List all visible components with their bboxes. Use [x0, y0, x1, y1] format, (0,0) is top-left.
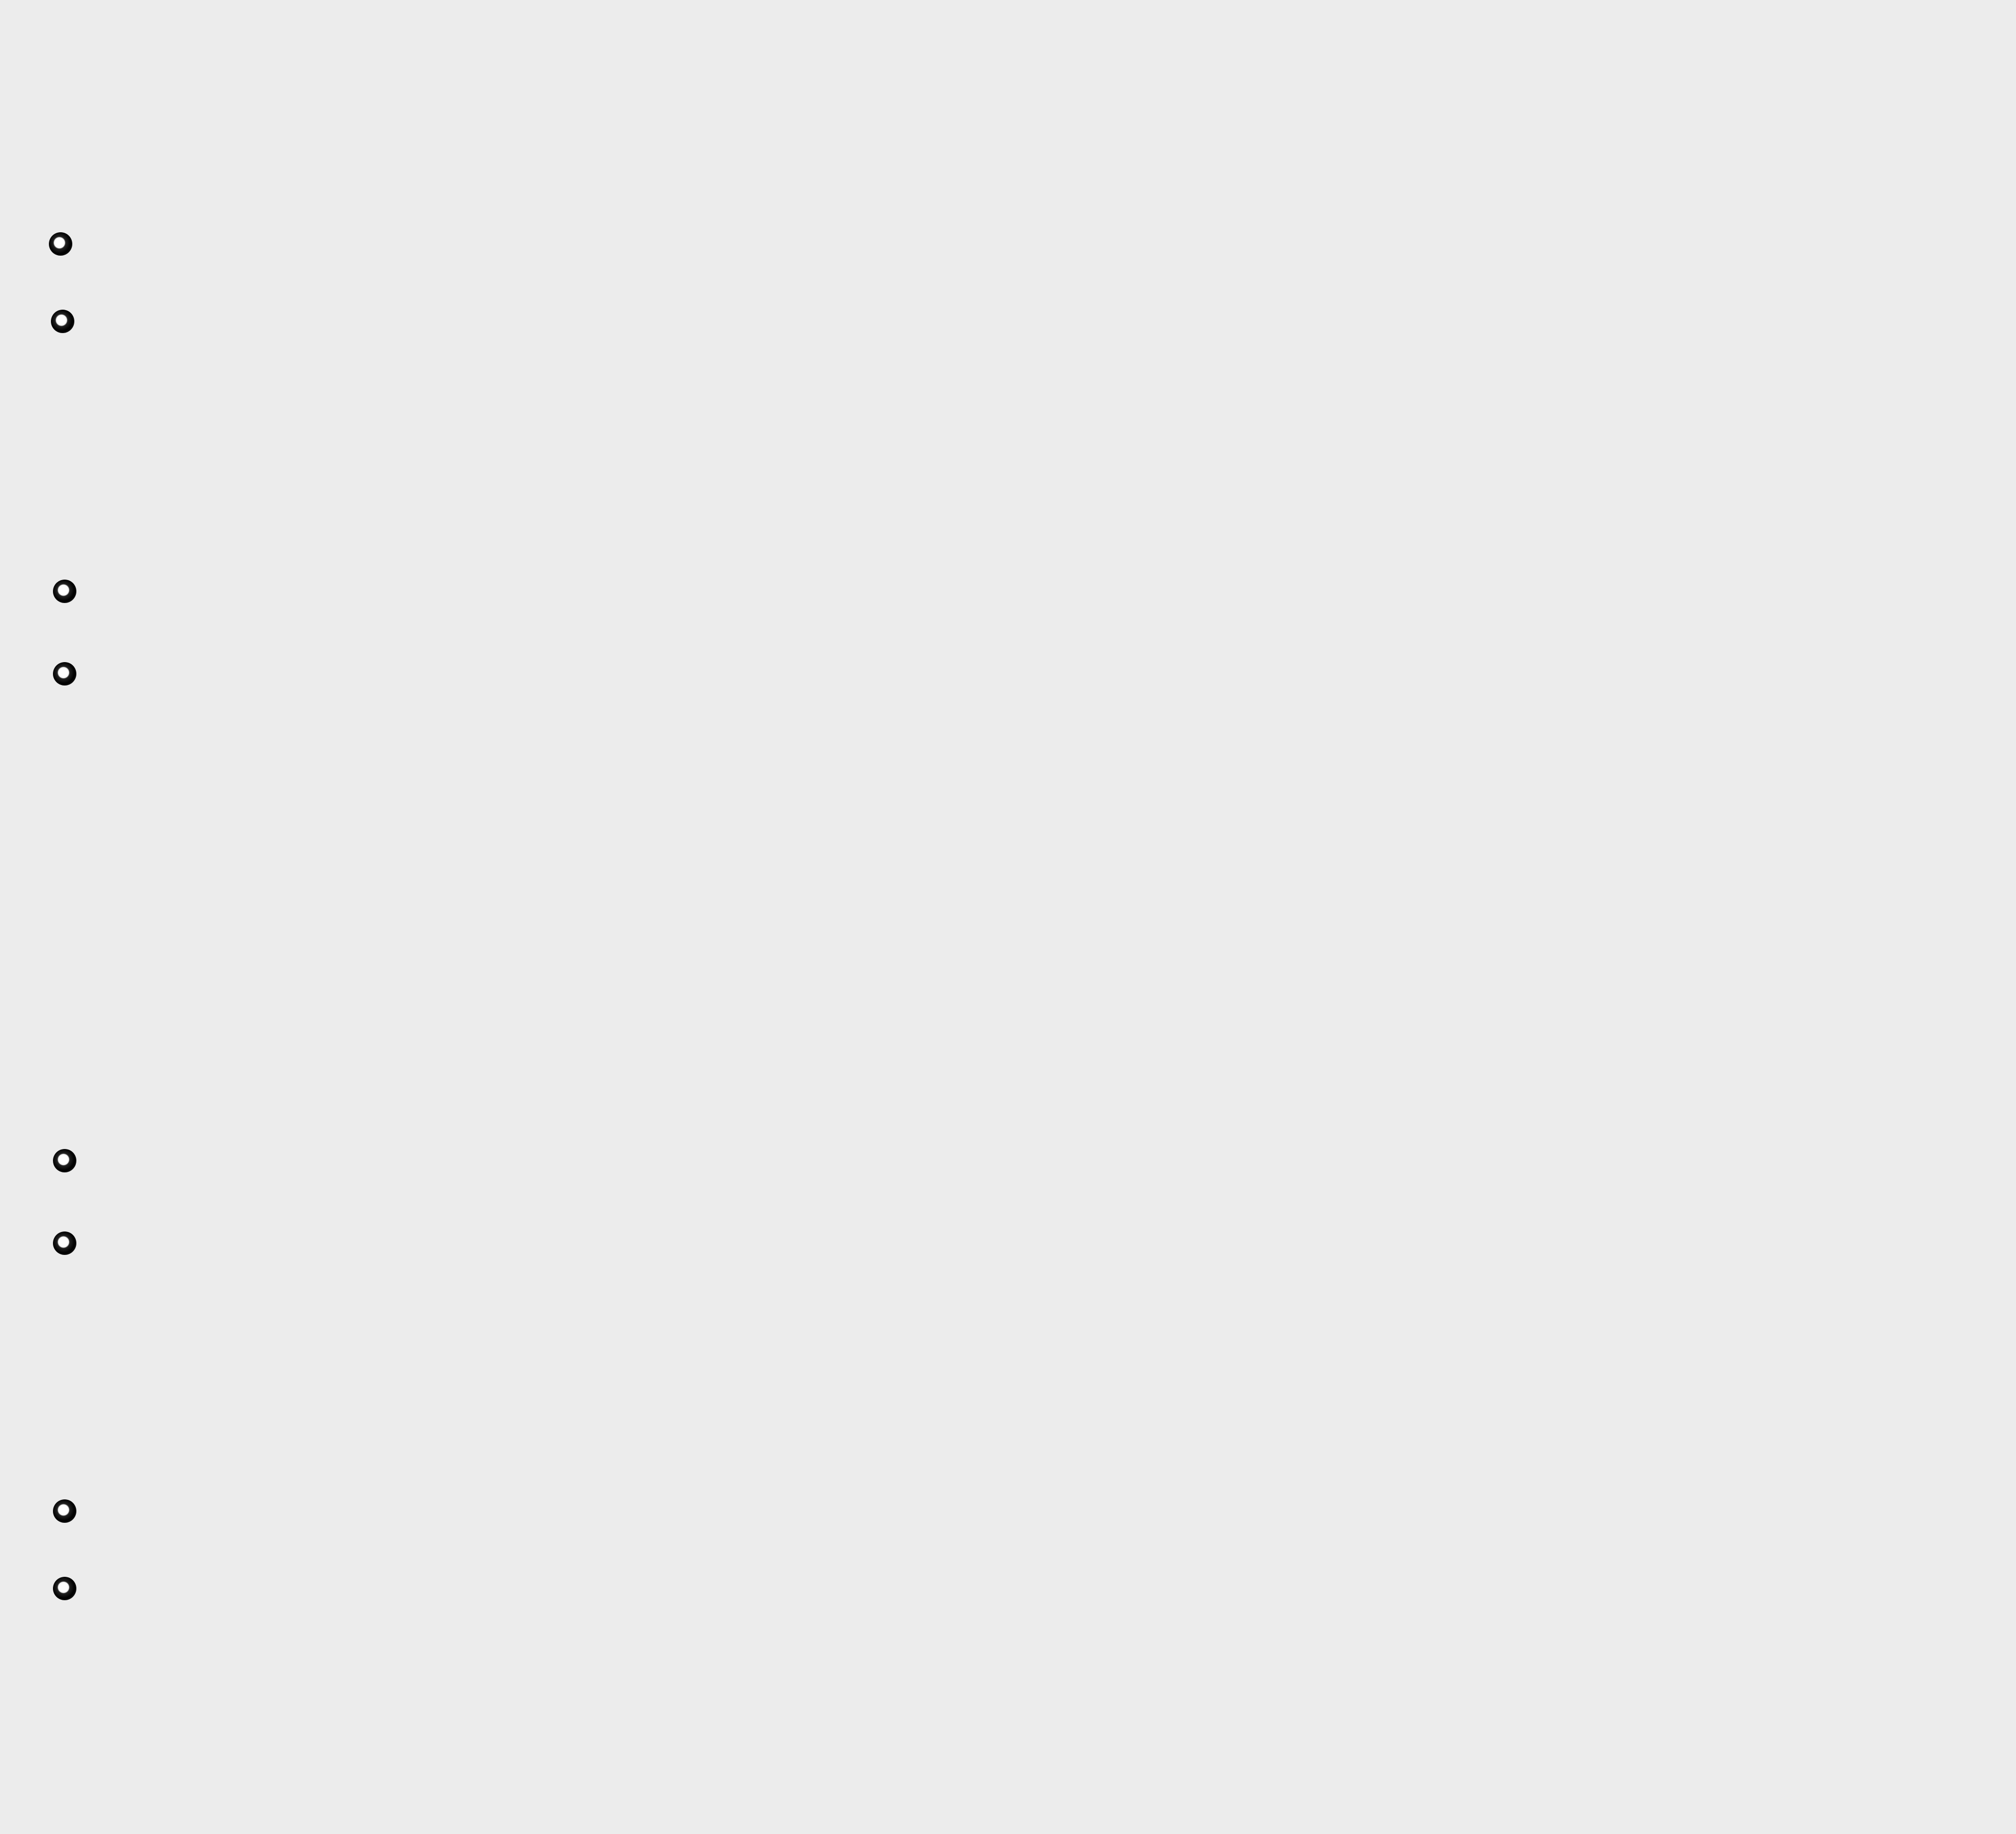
binder-hole-icon: [53, 1499, 76, 1523]
binder-hole-icon: [51, 310, 74, 333]
binder-hole-icon: [53, 580, 76, 603]
binder-hole-icon: [53, 1149, 76, 1172]
binder-hole-icon: [53, 662, 76, 686]
binder-hole-icon: [53, 1577, 76, 1600]
binder-hole-icon: [53, 1231, 76, 1255]
binder-hole-icon: [49, 232, 72, 256]
